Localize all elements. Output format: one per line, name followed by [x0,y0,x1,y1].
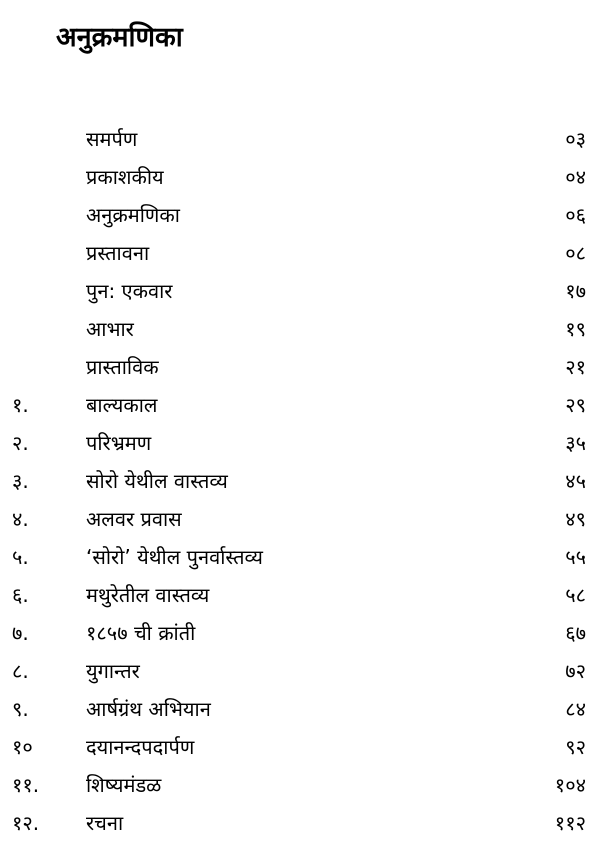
contents-entry [0,196,600,234]
contents-entry [0,690,600,728]
entry-title: प्रस्तावना [86,241,150,265]
chapter-number: २. [12,431,29,455]
contents-entry [0,804,600,842]
entry-page-number: ७२ [565,659,586,683]
entry-page-number: १७ [565,279,586,303]
contents-entry [0,310,600,348]
contents-entry [0,272,600,310]
entry-title: बाल्यकाल [86,393,158,417]
entry-page-number: ०३ [565,127,586,151]
entry-title: दयानन्दपदार्पण [86,735,195,759]
entry-page-number: ४९ [565,507,586,531]
entry-page-number: ८४ [565,697,586,721]
entry-title: अलवर प्रवास [86,507,182,531]
entry-title: ‘सोरो’ येथील पुनर्वास्तव्य [86,545,263,569]
entry-title: अनुक्रमणिका [86,203,180,227]
contents-entry [0,348,600,386]
entry-title: परिभ्रमण [86,431,152,455]
entry-title: युगान्तर [86,659,140,683]
chapter-number: ५. [12,545,29,569]
entry-title: प्रास्ताविक [86,355,159,379]
entry-page-number: ३५ [565,431,586,455]
chapter-number: ११. [12,773,40,797]
contents-entry [0,234,600,272]
contents-entry [0,500,600,538]
chapter-number: ९. [12,697,29,721]
entry-title: रचना [86,811,124,835]
contents-entry [0,766,600,804]
chapter-number: ८. [12,659,29,683]
entry-title: आर्षग्रंथ अभियान [86,697,211,721]
entry-page-number: २९ [565,393,586,417]
entry-page-number: ०८ [565,241,586,265]
entry-title: शिष्यमंडळ [86,773,162,797]
entry-title: मथुरेतील वास्तव्य [86,583,210,607]
entry-page-number: १०४ [554,773,586,797]
contents-entry [0,728,600,766]
chapter-number: १. [12,393,29,417]
chapter-number: ७. [12,621,29,645]
page-title: अनुक्रमणिका [56,22,183,53]
contents-entry [0,538,600,576]
entry-page-number: २१ [565,355,586,379]
contents-entry [0,652,600,690]
entry-title: पुन: एकवार [86,279,173,303]
entry-page-number: ११२ [554,811,586,835]
entry-page-number: १९ [565,317,586,341]
chapter-number: ६. [12,583,29,607]
entry-page-number: ०४ [565,165,586,189]
contents-entry [0,424,600,462]
chapter-number: १० [12,735,33,759]
contents-entry [0,158,600,196]
contents-entry [0,386,600,424]
entry-page-number: ५५ [565,545,586,569]
chapter-number: ४. [12,507,29,531]
entry-page-number: ९२ [565,735,586,759]
entry-title: १८५७ ची क्रांती [86,621,196,645]
chapter-number: ३. [12,469,29,493]
entry-page-number: ०६ [565,203,586,227]
entry-title: प्रकाशकीय [86,165,164,189]
contents-entry [0,462,600,500]
entry-page-number: ५८ [565,583,586,607]
entry-title: सोरो येथील वास्तव्य [86,469,228,493]
entry-title: आभार [86,317,134,341]
contents-entry [0,614,600,652]
contents-entry [0,120,600,158]
entry-page-number: ४५ [565,469,586,493]
contents-list [0,120,600,842]
entry-title: समर्पण [86,127,138,151]
contents-entry [0,576,600,614]
entry-page-number: ६७ [565,621,586,645]
chapter-number: १२. [12,811,40,835]
